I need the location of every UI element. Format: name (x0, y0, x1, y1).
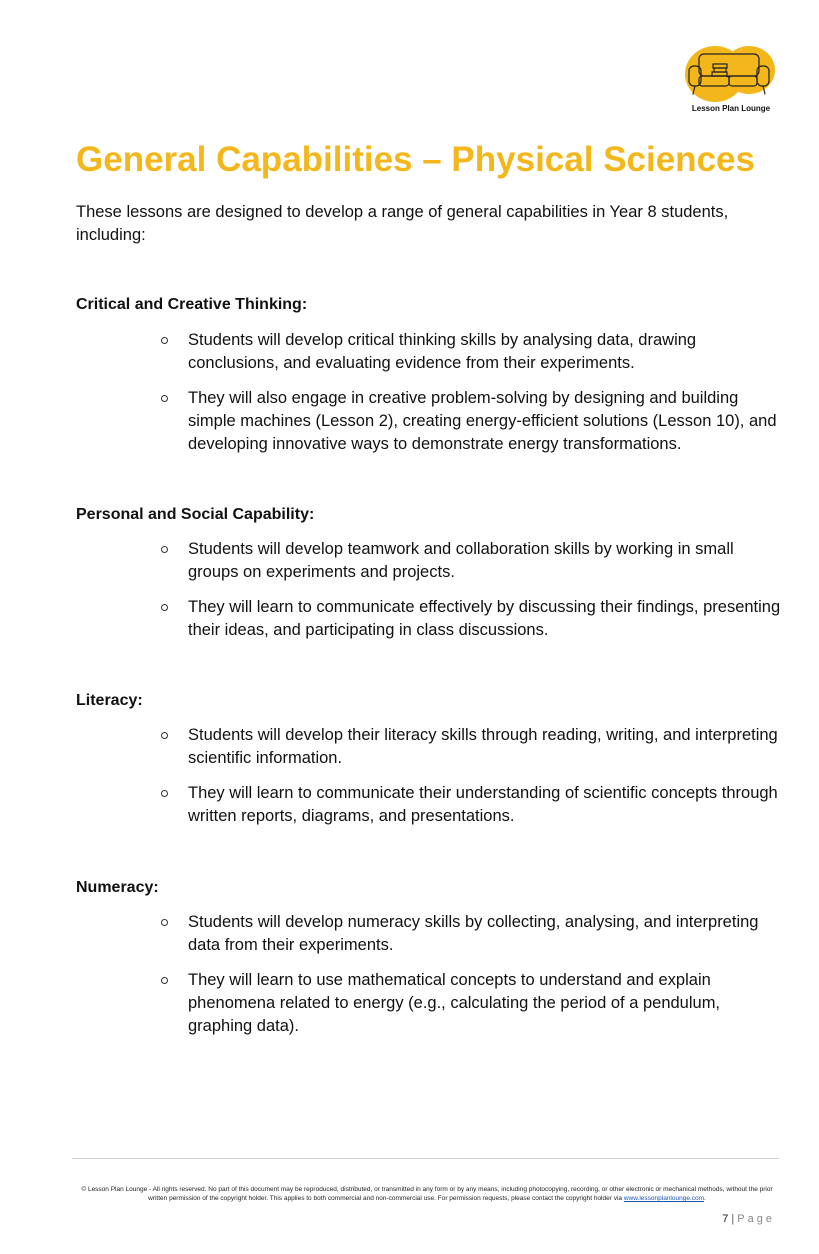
bullet-list-literacy (188, 724, 783, 840)
bullet-text: Students will develop teamwork and collaboration skills by working in small groups on experiments and projects. (188, 540, 734, 581)
list-item (188, 969, 783, 1038)
website-link[interactable]: www.lessonplanlounge.com (623, 1195, 705, 1202)
list-item (188, 329, 783, 375)
page-number (722, 1213, 775, 1225)
list-item (188, 538, 783, 584)
link-suffix: . (704, 1195, 706, 1202)
intro-paragraph: These lessons are designed to develop a range of general capabilities in Year 8 students, including: (76, 203, 729, 244)
section-heading-literacy: Literacy: (76, 692, 143, 709)
footer-copyright (80, 1185, 774, 1203)
bullet-list-numeracy (188, 911, 783, 1050)
copyright-text: © Lesson Plan Lounge - All rights reserved. No part of this document may be reproduced, distributed, or transmitted in any form or by any means, including photocopying, recording, or other electronic or mechanical methods, without the prior written permission of the copyright holder. This applies to both commercial and non-commercial use. For permission requests, please contact the copyright holder via (81, 1186, 773, 1202)
section-heading-critical-thinking: Critical and Creative Thinking: (76, 296, 308, 313)
page-label: Page (737, 1213, 775, 1225)
page-title: General Capabilities – Physical Sciences (76, 140, 755, 179)
section-heading-personal-social: Personal and Social Capability: (76, 506, 315, 523)
bullet-circle-icon (161, 732, 168, 739)
bullet-circle-icon (161, 919, 168, 926)
brand-logo (683, 44, 779, 120)
list-item (188, 596, 783, 642)
section-heading-numeracy: Numeracy: (76, 879, 159, 896)
page-separator: | (731, 1213, 735, 1225)
bullet-circle-icon (161, 546, 168, 553)
bullet-circle-icon (161, 604, 168, 611)
bullet-circle-icon (161, 790, 168, 797)
bullet-list-critical-thinking (188, 329, 783, 468)
sofa-icon (683, 44, 779, 104)
bullet-list-personal-social (188, 538, 783, 654)
page-number-value: 7 (722, 1213, 729, 1225)
list-item (188, 387, 783, 456)
list-item (188, 782, 783, 828)
logo-text: Lesson Plan Lounge (691, 104, 771, 113)
bullet-circle-icon (161, 395, 168, 402)
bullet-text: They will learn to communicate their understanding of scientific concepts through written reports, diagrams, and presentations. (188, 784, 778, 825)
bullet-text: Students will develop numeracy skills by collecting, analysing, and interpreting data from their experiments. (188, 913, 759, 954)
bullet-text: Students will develop critical thinking skills by analysing data, drawing conclusions, and evaluating evidence from their experiments. (188, 331, 697, 372)
bullet-circle-icon (161, 977, 168, 984)
bullet-text: They will learn to use mathematical concepts to understand and explain phenomena related to energy (e.g., calculating the period of a pendulum, graphing data). (188, 971, 721, 1035)
bullet-text: Students will develop their literacy skills through reading, writing, and interpreting scientific information. (188, 726, 778, 767)
list-item (188, 911, 783, 957)
footer-divider (72, 1158, 779, 1159)
list-item (188, 724, 783, 770)
bullet-circle-icon (161, 337, 168, 344)
bullet-text: They will learn to communicate effectively by discussing their findings, presenting their ideas, and participating in class discussions. (188, 598, 781, 639)
bullet-text: They will also engage in creative problem-solving by designing and building simple machines (Lesson 2), creating energy-efficient solutions (Lesson 10), and developing innovative ways to demonstrate energy transformations. (188, 389, 777, 453)
